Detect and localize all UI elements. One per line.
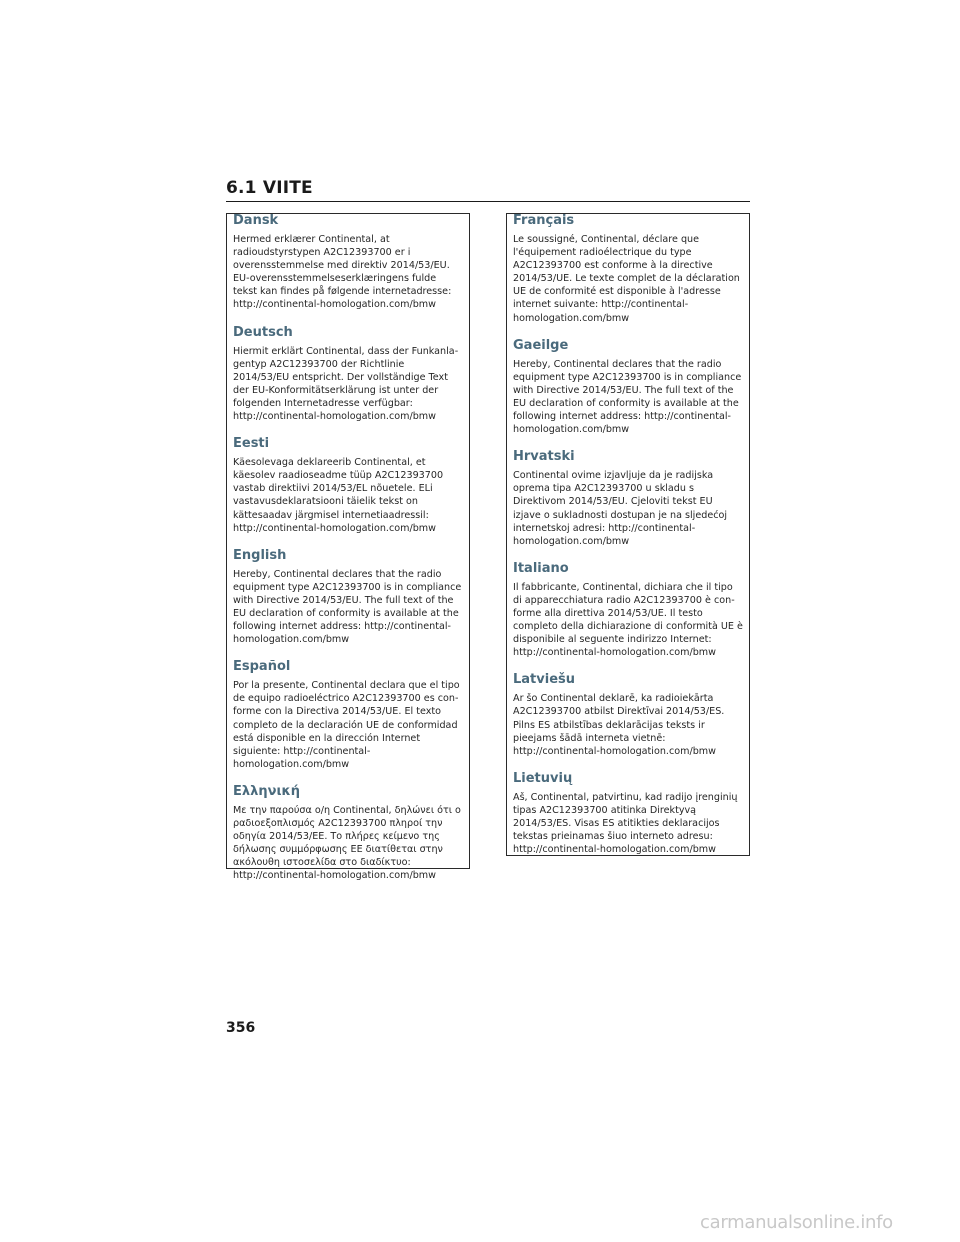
language-text: Με την παρούσα ο/η Continental, δηλώνει ότι ο ραδιοεξοπλισμός A2C12393700 πληροί την οδηγία 2014/53/ΕΕ. Το πλήρες κείμενο της δήλωσης συμμόρφωσης ΕΕ διατίθεται στην ακόλουθη ιστοσελίδα στο διαδίκτυο: http://continental-homologation.com/bmw <box>233 804 461 882</box>
language-title: Français <box>513 213 575 228</box>
language-title: English <box>233 547 287 563</box>
language-text: Aš, Continental, patvirtinu, kad radijo įrenginių tipas A2C12393700 atitinka Direktyvą 2014/53/ES. Visas ES atitikties deklaracijos tekstas prieinamas šiuo interneto adresu: http://continental-homologation.com/bmw <box>513 791 738 856</box>
language-title: Latviešu <box>513 672 576 688</box>
language-title: Gaeilge <box>513 337 569 353</box>
language-block-english <box>233 548 463 647</box>
language-text: Käesolevaga deklareerib Continental, et käesolev raadioseadme tüüp A2C12393700 vastab direktiivi 2014/53/EL nõuetele. ELi vastavusdeklaratsiooni täielik tekst on kättesaadav järgmisel internetiaadressil: http://continental-homologation.com/bmw <box>233 457 444 534</box>
language-text: Por la presente, Continental declara que el tipo de equipo radioeléctrico A2C12393700 es conforme con la Directiva 2014/53/UE. El texto completo de la declaración UE de conformidad está disponible en la dirección Internet siguiente: http://continental-homologation.com/bmw <box>233 680 460 770</box>
language-block-dansk <box>233 213 463 312</box>
language-text: Hermed erklærer Continental, at radioudstyrstypen A2C12393700 er i overensstemmelse med direktiv 2014/53/EU. EU-overensstemmelseserklæringens fulde tekst kan findes på følgende internetadresse: http://continental-homologation.com/bmw <box>233 234 452 311</box>
watermark: carmanualsonline.info <box>700 1212 893 1233</box>
declaration-box-left <box>226 213 470 882</box>
language-block-greek <box>233 784 463 883</box>
language-text: Hereby, Continental declares that the radio equipment type A2C12393700 is in compliance with Directive 2014/53/EU. The full text of the EU declaration of conformity is available at the following internet address: http://continental-homologation.com/bmw <box>233 568 462 646</box>
language-text: Ar šo Continental deklarē, ka radioiekārta A2C12393700 atbilst Direktīvai 2014/53/ES. Pilns ES atbilstības deklarācijas teksts ir pieejams šādā interneta vietnē: http://continental-homologation.com/bmw <box>513 693 725 757</box>
section-rule <box>226 201 750 202</box>
language-block-italiano <box>513 561 743 660</box>
language-title: Deutsch <box>233 324 293 340</box>
language-block-lietuviu <box>513 771 743 856</box>
language-title: Hrvatski <box>513 449 575 465</box>
language-block-deutsch <box>233 325 463 424</box>
language-block-hrvatski <box>513 449 743 548</box>
language-block-eesti <box>233 436 463 535</box>
language-title: Dansk <box>233 213 279 228</box>
language-title: Eesti <box>233 436 270 452</box>
language-block-gaeilge <box>513 338 743 437</box>
language-block-francais <box>513 213 743 325</box>
language-text: Hiermit erklärt Continental, dass der Funkanlagentyp A2C12393700 der Richtlinie 2014/53/EU entspricht. Der vollständige Text der EU-Konformitätserklärung ist unter der folgenden Internetadresse verfügbar: http://continental-homologation.com/bmw <box>233 345 459 423</box>
language-title: Italiano <box>513 560 569 576</box>
language-title: Lietuvių <box>513 770 573 786</box>
declaration-box-right <box>506 213 750 856</box>
language-text: Continental ovime izjavljuje da je radijska oprema tipa A2C12393700 u skladu s Direktivom 2014/53/EU. Cjeloviti tekst EU izjave o sukladnosti dostupan je na sljedećoj internetskoj adresi: http://continental-homologation.com/bmw <box>513 470 728 547</box>
language-block-latviesu <box>513 672 743 757</box>
language-block-espanol <box>233 659 463 771</box>
section-title: 6.1 VIITE <box>226 178 313 198</box>
language-title: Español <box>233 659 291 675</box>
language-text: Hereby, Continental declares that the radio equipment type A2C12393700 is in compliance with Directive 2014/53/EU. The full text of the EU declaration of conformity is available at the following internet address: http://continental-homologation.com/bmw <box>513 358 742 436</box>
language-text: Le soussigné, Continental, déclare que l'équipement radioélectrique du type A2C12393700 est conforme à la directive 2014/53/UE. Le texte complet de la déclaration UE de conformité est disponible à l'adresse internet suivante: http://continental-homologation.com/bmw <box>513 234 740 324</box>
language-title: Ελληνική <box>233 783 300 799</box>
language-text: Il fabbricante, Continental, dichiara che il tipo di apparecchiatura radio A2C12393700 è conforme alla direttiva 2014/53/UE. Il testo completo della dichiarazione di conformità UE è disponibile al seguente indirizzo Internet: http://continental-homologation.com/bmw <box>513 581 743 659</box>
page-number: 356 <box>226 1020 256 1036</box>
